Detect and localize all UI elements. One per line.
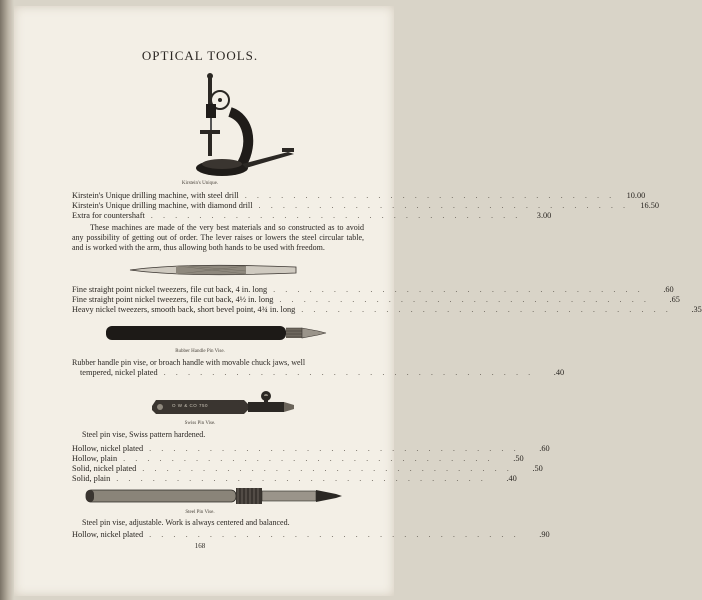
drill-item-row — [72, 191, 646, 201]
leader-dots: . . . . . . . . . . . . . . . . . . . . . . . . . . . . . . . — [150, 211, 522, 220]
leader-dots: . . . . . . . . . . . . . . . . . . . . . . . . . . . . . . . — [142, 464, 513, 473]
item-price: 3.00 — [536, 211, 552, 220]
leader-dots: . . . . . . . . . . . . . . . . . . . . . . . . . . . . . . . — [149, 444, 520, 453]
page-title: OPTICAL TOOLS. — [141, 48, 259, 63]
drill-description: These machines are made of the very best materials and so constructed as to avoid any possibility of getting out of order. The lever raises or lowers the steel circular table, and is worked with the arm, thus allowing both hands to be used with freedom. — [72, 223, 364, 252]
item-label: Extra for countershaft — [72, 211, 145, 220]
leader-dots: . . . . . . . . . . . . . . . . . . . . . . . . . . . . . . . — [244, 191, 616, 200]
rubber-pin-vise-desc — [72, 358, 364, 368]
rubber-pin-vise-image — [104, 322, 328, 344]
item-label: Fine straight point nickel tweezers, file cut back, 4½ in. long — [72, 295, 274, 304]
item-label: Hollow, nickel plated — [72, 530, 144, 539]
item-price: .60 — [663, 285, 674, 294]
item-label: Hollow, nickel plated — [72, 444, 144, 453]
item-price: .60 — [539, 444, 550, 453]
leader-dots: . . . . . . . . . . . . . . . . . . . . . . . . . . . . . . . — [116, 474, 487, 483]
item-price: .50 — [532, 464, 543, 473]
item-label: Kirstein's Unique drilling machine, with diamond drill — [72, 201, 253, 210]
leader-dots: . . . . . . . . . . . . . . . . . . . . . . . . . . . . . . . — [279, 295, 650, 304]
drill-item-row — [72, 201, 660, 211]
swiss-pin-vise-desc: Steel pin vise, Swiss pattern hardened. — [82, 430, 206, 439]
swiss-item-row — [72, 474, 517, 484]
leader-dots: . . . . . . . . . . . . . . . . . . . . . . . . . . . . . . . — [258, 201, 630, 210]
leader-dots: . . . . . . . . . . . . . . . . . . . . . . . . . . . . . . . — [123, 454, 494, 463]
item-label: Hollow, plain — [72, 454, 118, 463]
leader-dots: . . . . . . . . . . . . . . . . . . . . . . . . . . . . . . . — [163, 368, 535, 377]
item-price: .90 — [539, 530, 550, 539]
tweezer-item-row — [72, 295, 680, 305]
swiss-pin-vise-caption: Swiss Pin Vise. — [184, 421, 216, 426]
drilling-machine-image — [170, 72, 300, 182]
steel-pin-vise-image — [82, 484, 344, 508]
rubber-pin-vise-caption: Rubber Handle Pin Vise. — [175, 349, 225, 354]
item-price: 16.50 — [640, 201, 660, 210]
page-number: 168 — [194, 542, 206, 550]
tweezers-image — [128, 262, 298, 278]
leader-dots: . . . . . . . . . . . . . . . . . . . . . . . . . . . . . . . — [273, 285, 644, 294]
swiss-pin-vise-image — [148, 388, 296, 422]
item-price: .35 — [691, 305, 702, 314]
steel-pin-vise-desc: Steel pin vise, adjustable. Work is always centered and balanced. — [82, 518, 290, 527]
swiss-item-row — [72, 454, 524, 464]
item-label: tempered, nickel plated — [80, 368, 158, 377]
leader-dots: . . . . . . . . . . . . . . . . . . . . . . . . . . . . . . . — [149, 530, 520, 539]
tweezer-item-row — [72, 285, 674, 295]
item-price: 10.00 — [626, 191, 646, 200]
swiss-item-row — [72, 464, 543, 474]
item-label: Kirstein's Unique drilling machine, with steel drill — [72, 191, 239, 200]
steel-pin-vise-caption: Steel Pin Vise. — [185, 510, 215, 515]
rubber-pin-vise-row — [80, 368, 565, 378]
tweezer-item-row — [72, 305, 702, 315]
item-label: Solid, nickel plated — [72, 464, 137, 473]
item-price: .50 — [513, 454, 524, 463]
swiss-pin-vise-stamp: O W & CO 750 — [172, 403, 209, 408]
steel-item-row — [72, 530, 550, 540]
item-label: Solid, plain — [72, 474, 111, 483]
item-label: Fine straight point nickel tweezers, file cut back, 4 in. long — [72, 285, 268, 294]
item-price: .40 — [506, 474, 517, 483]
item-label: Heavy nickel tweezers, smooth back, short bevel point, 4¾ in. long — [72, 305, 296, 314]
drill-caption: Kirstein's Unique. — [181, 181, 219, 186]
item-price: .65 — [669, 295, 680, 304]
item-price: .40 — [553, 368, 565, 377]
drill-item-row — [72, 211, 552, 221]
swiss-item-row — [72, 444, 550, 454]
leader-dots: . . . . . . . . . . . . . . . . . . . . . . . . . . . . . . . — [301, 305, 672, 314]
rubber-pin-vise-desc-line1: Rubber handle pin vise, or broach handle with movable chuck jaws, well — [72, 358, 306, 367]
